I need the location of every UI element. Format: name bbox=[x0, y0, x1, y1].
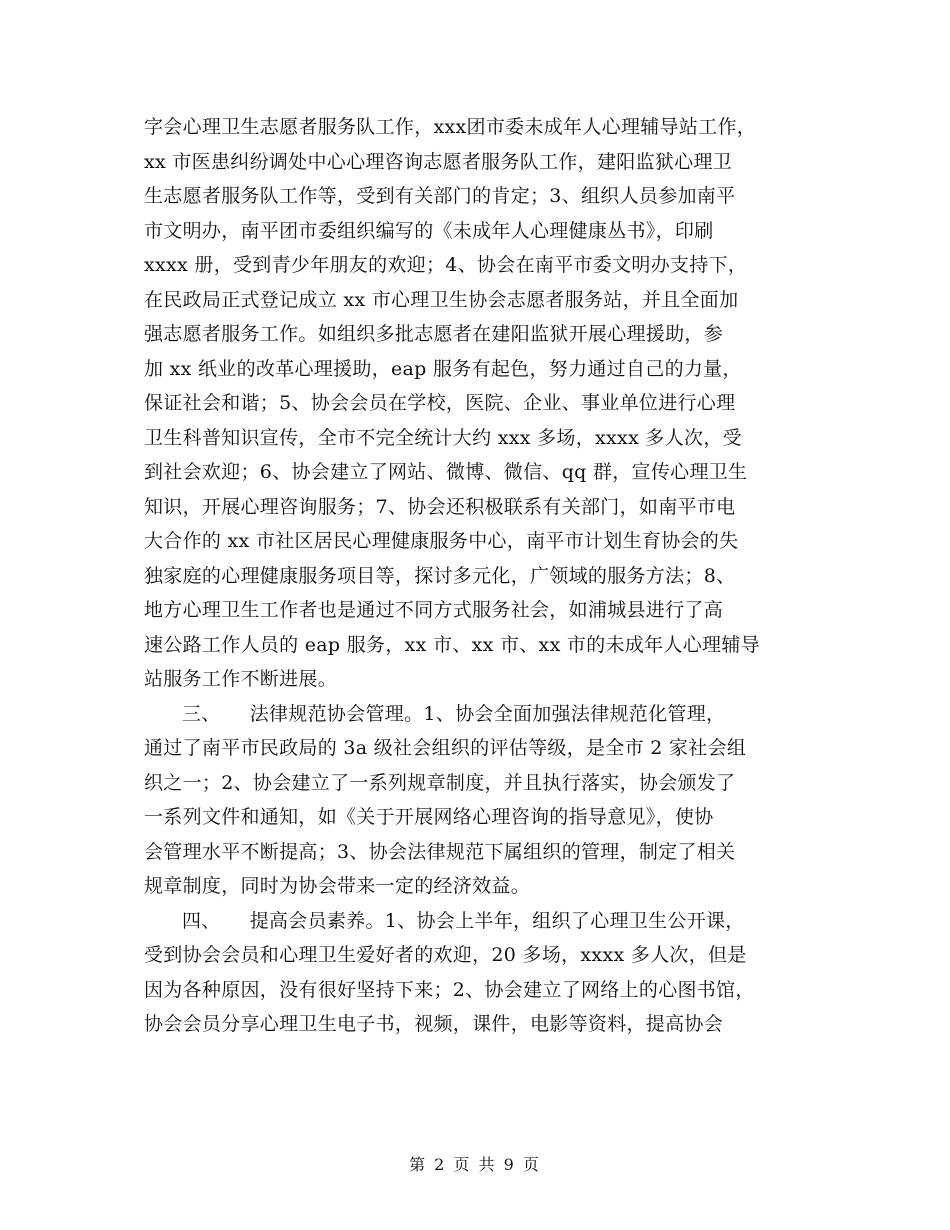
text-line: 受到协会会员和心理卫生爱好者的欢迎，20 多场，xxxx 多人次，但是 bbox=[144, 944, 747, 966]
text-line: 卫生科普知识宣传，全市不完全统计大约 xxx 多场，xxxx 多人次，受 bbox=[144, 426, 742, 449]
text-line: 大合作的 xx 市社区居民心理健康服务中心，南平市计划生育协会的失 bbox=[144, 530, 739, 552]
text-line: 加 xx 纸业的改革心理援助，eap 服务有起色，努力通过自己的力量， bbox=[144, 357, 742, 380]
text-line: 在民政局正式登记成立 xx 市心理卫生协会志愿者服务站，并且全面加 bbox=[144, 288, 739, 311]
document-body bbox=[144, 110, 824, 1042]
text-line: 速公路工作人员的 eap 服务，xx 市、xx 市、xx 市的未成年人心理辅导 bbox=[144, 633, 760, 656]
section-heading-line: 四、 提高会员素养。1、协会上半年，组织了心理卫生公开课， bbox=[182, 909, 745, 932]
text-line: 因为各种原因，没有很好坚持下来；2、协会建立了网络上的心图书馆， bbox=[144, 978, 755, 1001]
text-line: xxxx 册，受到青少年朋友的欢迎；4、协会在南平市委文明办支持下， bbox=[144, 254, 748, 276]
text-line: 一系列文件和通知，如《关于开展网络心理咨询的指导意见》，使协 bbox=[144, 806, 714, 828]
text-line: 知识，开展心理咨询服务；7、协会还积极联系有关部门，如南平市电 bbox=[144, 495, 736, 518]
text-line: 独家庭的心理健康服务项目等，探讨多元化，广领域的服务方法；8、 bbox=[144, 564, 736, 587]
text-line: 会管理水平不断提高；3、协会法律规范下属组织的管理，制定了相关 bbox=[144, 840, 736, 863]
text-line: 保证社会和谐；5、协会会员在学校，医院、企业、事业单位进行心理 bbox=[144, 392, 736, 414]
text-line: 市文明办，南平团市委组织编写的《未成年人心理健康丛书》，印刷 bbox=[144, 219, 714, 242]
text-line: 强志愿者服务工作。如组织多批志愿者在建阳监狱开展心理援助，参 bbox=[144, 323, 724, 345]
text-line: 织之一；2、协会建立了一系列规章制度，并且执行落实，协会颁发了 bbox=[144, 771, 736, 794]
text-line: 规章制度，同时为协会带来一定的经济效益。 bbox=[144, 875, 531, 897]
text-line: 字会心理卫生志愿者服务队工作，xxx团市委未成年人心理辅导站工作， bbox=[144, 116, 757, 138]
text-line: 通过了南平市民政局的 3a 级社会组织的评估等级，是全市 2 家社会组 bbox=[144, 737, 747, 759]
text-line: 协会会员分享心理卫生电子书，视频，课件，电影等资料，提高协会 bbox=[144, 1013, 724, 1035]
text-line: 地方心理卫生工作者也是通过不同方式服务社会，如浦城县进行了高 bbox=[144, 599, 724, 621]
text-line: xx 市医患纠纷调处中心心理咨询志愿者服务队工作，建阳监狱心理卫 bbox=[144, 150, 733, 173]
page-number-footer: 第 2 页 共 9 页 bbox=[409, 1155, 541, 1174]
text-line: 生志愿者服务队工作等，受到有关部门的肯定；3、组织人员参加南平 bbox=[144, 185, 736, 207]
text-line: 站服务工作不断进展。 bbox=[144, 668, 338, 690]
text-line: 到社会欢迎；6、协会建立了网站、微博、微信、qq 群，宣传心理卫生 bbox=[144, 461, 748, 483]
section-heading-line: 三、 法律规范协会管理。1、协会全面加强法律规范化管理， bbox=[182, 702, 726, 725]
